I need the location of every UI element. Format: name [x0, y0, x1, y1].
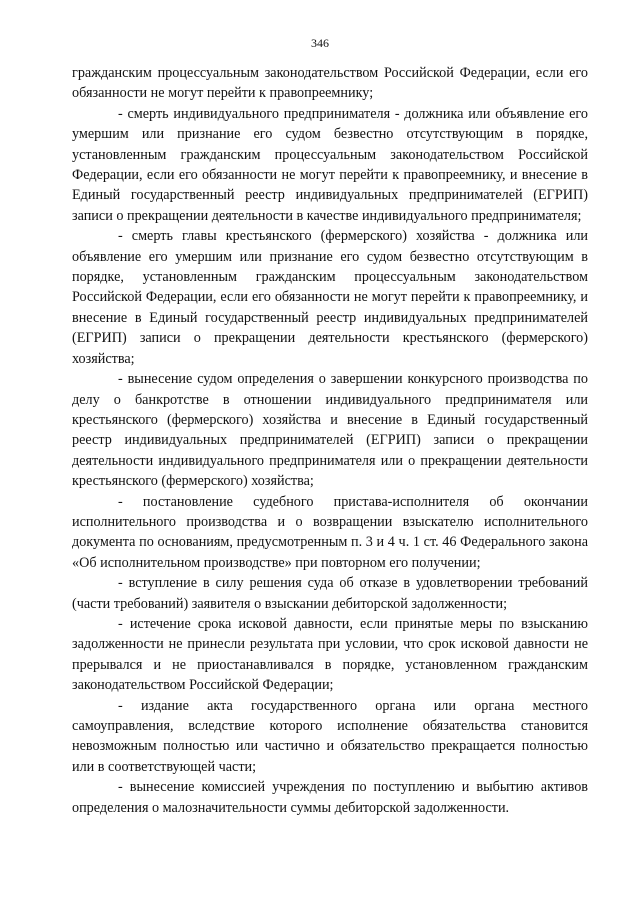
list-item-government-act: - издание акта государственного органа или органа местного самоуправления, вследствие которого исполнение обязательства становится невозможным полностью или частично и обязательство прекращается полностью или в соответствующей части;: [72, 697, 588, 775]
list-item-commission-decision: - вынесение комиссией учреждения по поступлению и выбытию активов определения о малозначительности суммы дебиторской задолженности.: [72, 779, 588, 816]
page-number: 346: [311, 36, 329, 50]
list-item-bailiff-resolution: - постановление судебного пристава-исполнителя об окончании исполнительного производства и о возвращении взыскателю исполнительного документа по основаниям, предусмотренным п. 3 и 4 ч. 1 ст. 46 Федерального закона «Об исполнительном производстве» при повторном его получении;: [72, 493, 588, 571]
document-body: [72, 63, 588, 818]
list-item-farm-head-death: - смерть главы крестьянского (фермерского) хозяйства - должника или объявление его умершим или признание его судом безвестно отсутствующим в порядке, установленным гражданским процессуальным законодательством Российской Федерации, если его обязанности не могут перейти к правопреемнику, и внесение в Единый государственный реестр индивидуальных предпринимателей (ЕГРИП) записи о прекращении деятельности крестьянского (фермерского) хозяйства;: [72, 228, 588, 367]
paragraph-continuation: гражданским процессуальным законодательством Российской Федерации, если его обязанности не могут перейти к правопреемнику;: [72, 65, 588, 102]
list-item-entrepreneur-death: - смерть индивидуального предпринимателя - должника или объявление его умершим или признание его судом безвестно отсутствующим в порядке, установленным гражданским процессуальным законодательством Российской Федерации, если его обязанности не могут перейти к правопреемнику, и внесение в Единый государственный реестр индивидуальных предпринимателей (ЕГРИП) записи о прекращении деятельности в качестве индивидуального предпринимателя;: [72, 105, 588, 224]
list-item-court-refusal: - вступление в силу решения суда об отказе в удовлетворении требований (части требований) заявителя о взыскании дебиторской задолженности;: [72, 575, 588, 612]
list-item-limitation-expiry: - истечение срока исковой давности, если принятые меры по взысканию задолженности не принесли результата при условии, что срок исковой давности не прерывался и не приостанавливался в порядке, установленном гражданским законодательством Российской Федерации;: [72, 615, 588, 694]
list-item-bankruptcy-completion: - вынесение судом определения о завершении конкурсного производства по делу о банкротстве в отношении индивидуального предпринимателя или крестьянского (фермерского) хозяйства и внесение в Единый государственный реестр индивидуальных предпринимателей (ЕГРИП) записи о прекращении деятельности индивидуального предпринимателя или о прекращении деятельности крестьянского (фермерского) хозяйства;: [72, 371, 588, 490]
